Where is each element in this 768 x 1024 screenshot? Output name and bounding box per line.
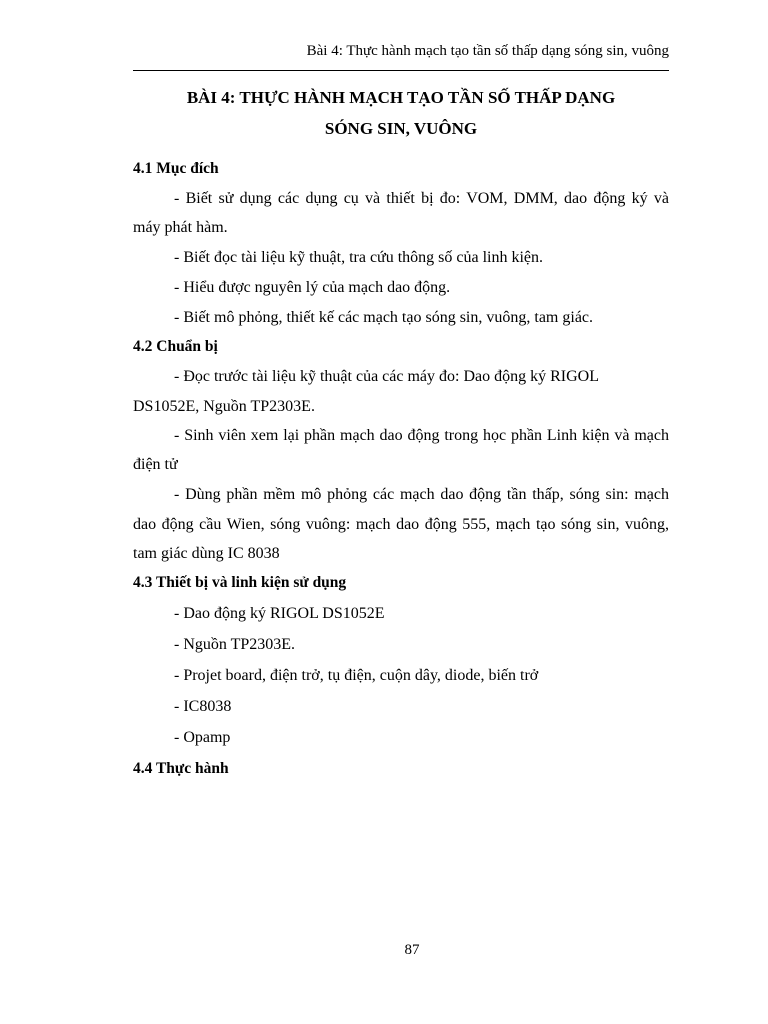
s3-item: - Projet board, điện trở, tụ điện, cuộn dây, diode, biến trở	[174, 667, 539, 684]
s3-item: - Opamp	[174, 729, 231, 746]
section-heading-4-4: 4.4 Thực hành	[133, 760, 229, 777]
running-header: Bài 4: Thực hành mạch tạo tần số thấp dạng sóng sin, vuông	[306, 43, 669, 59]
s2-item3-line2: dao động cầu Wien, sóng vuông: mạch dao động 555, mạch tạo sóng sin, vuông,	[133, 516, 669, 533]
s2-item3-line1: - Dùng phần mềm mô phỏng các mạch dao động tần thấp, sóng sin: mạch	[174, 486, 669, 503]
section-heading-4-3: 4.3 Thiết bị và linh kiện sử dụng	[133, 574, 347, 591]
section-heading-4-2: 4.2 Chuẩn bị	[133, 338, 218, 355]
s3-item: - Nguồn TP2303E.	[174, 636, 296, 653]
page-title	[133, 82, 669, 144]
s3-item: - Dao động ký RIGOL DS1052E	[174, 605, 385, 622]
s1-item2: - Biết đọc tài liệu kỹ thuật, tra cứu thông số của linh kiện.	[174, 249, 544, 266]
s1-item1-line2: máy phát hàm.	[133, 219, 228, 236]
title-line-2: SÓNG SIN, VUÔNG	[324, 119, 478, 138]
title-line-1: BÀI 4: THỰC HÀNH MẠCH TẠO TẦN SỐ THẤP DẠNG	[186, 88, 616, 107]
s2-item2-line2: điện tử	[133, 456, 178, 473]
s1-item1-line1: - Biết sử dụng các dụng cụ và thiết bị đo: VOM, DMM, dao động ký và	[174, 190, 669, 207]
s2-item2-line1: - Sinh viên xem lại phần mạch dao động trong học phần Linh kiện và mạch	[174, 427, 669, 444]
s3-item: - IC8038	[174, 698, 232, 715]
page-number: 87	[404, 942, 420, 958]
s2-item3-line3: tam giác dùng IC 8038	[133, 545, 280, 562]
s2-item1-line2: DS1052E, Nguồn TP2303E.	[133, 398, 315, 415]
s2-item1-line1: - Đọc trước tài liệu kỹ thuật của các máy đo: Dao động ký RIGOL	[174, 368, 600, 385]
s1-item4: - Biết mô phỏng, thiết kế các mạch tạo sóng sin, vuông, tam giác.	[174, 309, 594, 326]
section-heading-4-1: 4.1 Mục đích	[133, 160, 219, 177]
s1-item3: - Hiểu được nguyên lý của mạch dao động.	[174, 279, 451, 296]
header-rule	[133, 70, 669, 71]
